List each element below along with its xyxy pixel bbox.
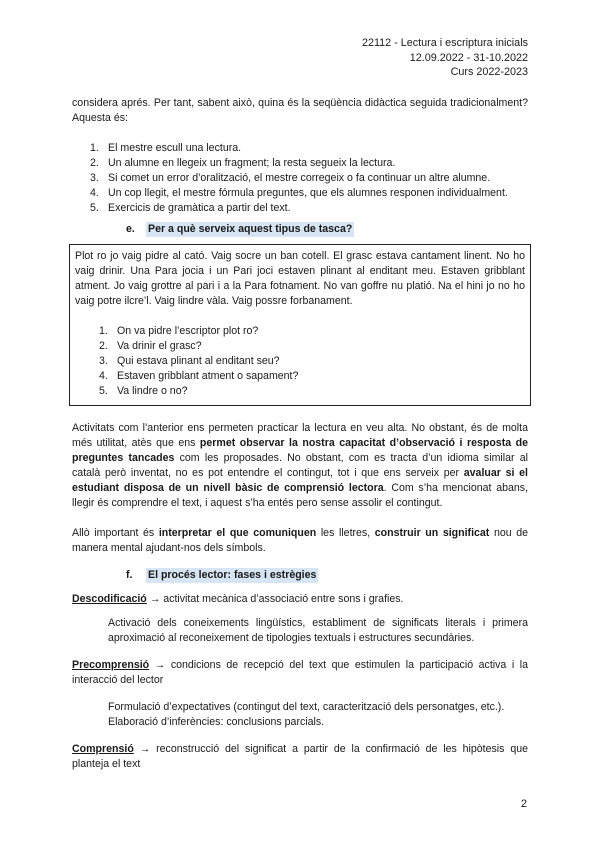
nonsense-text: Plot ro jo vaig pidre al cató. Vaig socre un ban cotell. El grasc estava cantament linent. No ho vaig drinir. Una Para jocia i un Pari joci estaven plinant al enditant meu. Estaven gribblant atment. Jo vaig grottre al pari i a la Para fotnament. No van goffre nu platió. Na el hini jo no ho vaig potre ilcre’l. Vaig lindre vàla. Vaig possre forbanament. [75,250,525,307]
page-number: 2 [520,798,527,810]
exercise-box [69,244,531,406]
course-dates: 12.09.2022 - 31-10.2022 [409,51,528,64]
section-heading-f: f. El procés lector: fases i estrègies [126,569,317,581]
phase-precomprensio: Precomprensió → condicions de recepció del text que estimulen la participació activa i la interacció del lector [72,659,528,686]
list-item: 2. Un alumne en llegeix un fragment; la resta segueix la lectura. [90,157,396,169]
phase-descodificacio: Descodificació → activitat mecànica d’associació entre sons i grafies. [72,593,404,605]
section-heading-e: e. Per a què serveix aquest tipus de tasca? [126,223,353,235]
phase-detail: Elaboració d’inferències: conclusions parcials. [108,716,325,728]
course-year: Curs 2022-2023 [450,66,528,78]
list-item: 2. Va drinir el grasc? [99,340,202,352]
list-item: 3. Qui estava plinant al enditant seu? [99,355,280,367]
phase-detail: Formulació d’expectatives (contingut del text, caracterització dels personatges, etc.). [108,701,505,713]
list-item: 3. Si comet un error d’oralització, el mestre corregeix o fa continuar un altre alumne. [90,172,491,184]
intro-paragraph: considera aprés. Per tant, sabent això, quina és la seqüència didàctica seguida tradicionalment? Aquesta és: [72,97,528,124]
list-item: 5. Va lindre o no? [99,385,188,397]
page-content [72,96,528,772]
course-title: 22112 - Lectura i escriptura inicials [361,37,528,49]
page-header [362,36,528,80]
list-item: 4. Un cop llegit, el mestre fórmula preguntes, que els alumnes responen individualment. [90,187,508,199]
steps-list [72,141,528,216]
phase-comprensio: Comprensió → reconstrucció del significat a partir de la confirmació de les hipòtesis que planteja el text [72,743,528,770]
phase-detail: Activació dels coneixements lingüístics, establiment de significats literals i primera aproximació al reconeixement de tipologies textuals i estructures secundàries. [108,617,528,644]
body-paragraph: Allò important és interpretar el que comuniquen les lletres, construir un significat nou de manera mental ajudant-nos dels símbols. [72,527,528,554]
list-item: 1. El mestre escull una lectura. [90,142,242,154]
questions-list [75,324,525,399]
list-item: 1. On va pidre l’escriptor plot ro? [99,325,259,337]
body-paragraph: Activitats com l’anterior ens permeten practicar la lectura en veu alta. No obstant, és de molta més utilitat, atès que ens permet observar la nostra capacitat d’observació i resposta de preguntes tancades com les proposades. No obstant, com es tracta d’un idioma similar al català però inventat, no es pot entendre el contingut, tot i que ens serveix per avaluar si el estudiant disposa de un nivell bàsic de comprensió lectora. Com s’ha mencionat abans, llegir és comprendre el text, i aquest s’ha entés pero sense assolir el contingut. [72,422,529,509]
list-item: 4. Estaven gribblant atment o sapament? [99,370,299,382]
list-item: 5. Exercicis de gramàtica a partir del text. [90,202,291,214]
